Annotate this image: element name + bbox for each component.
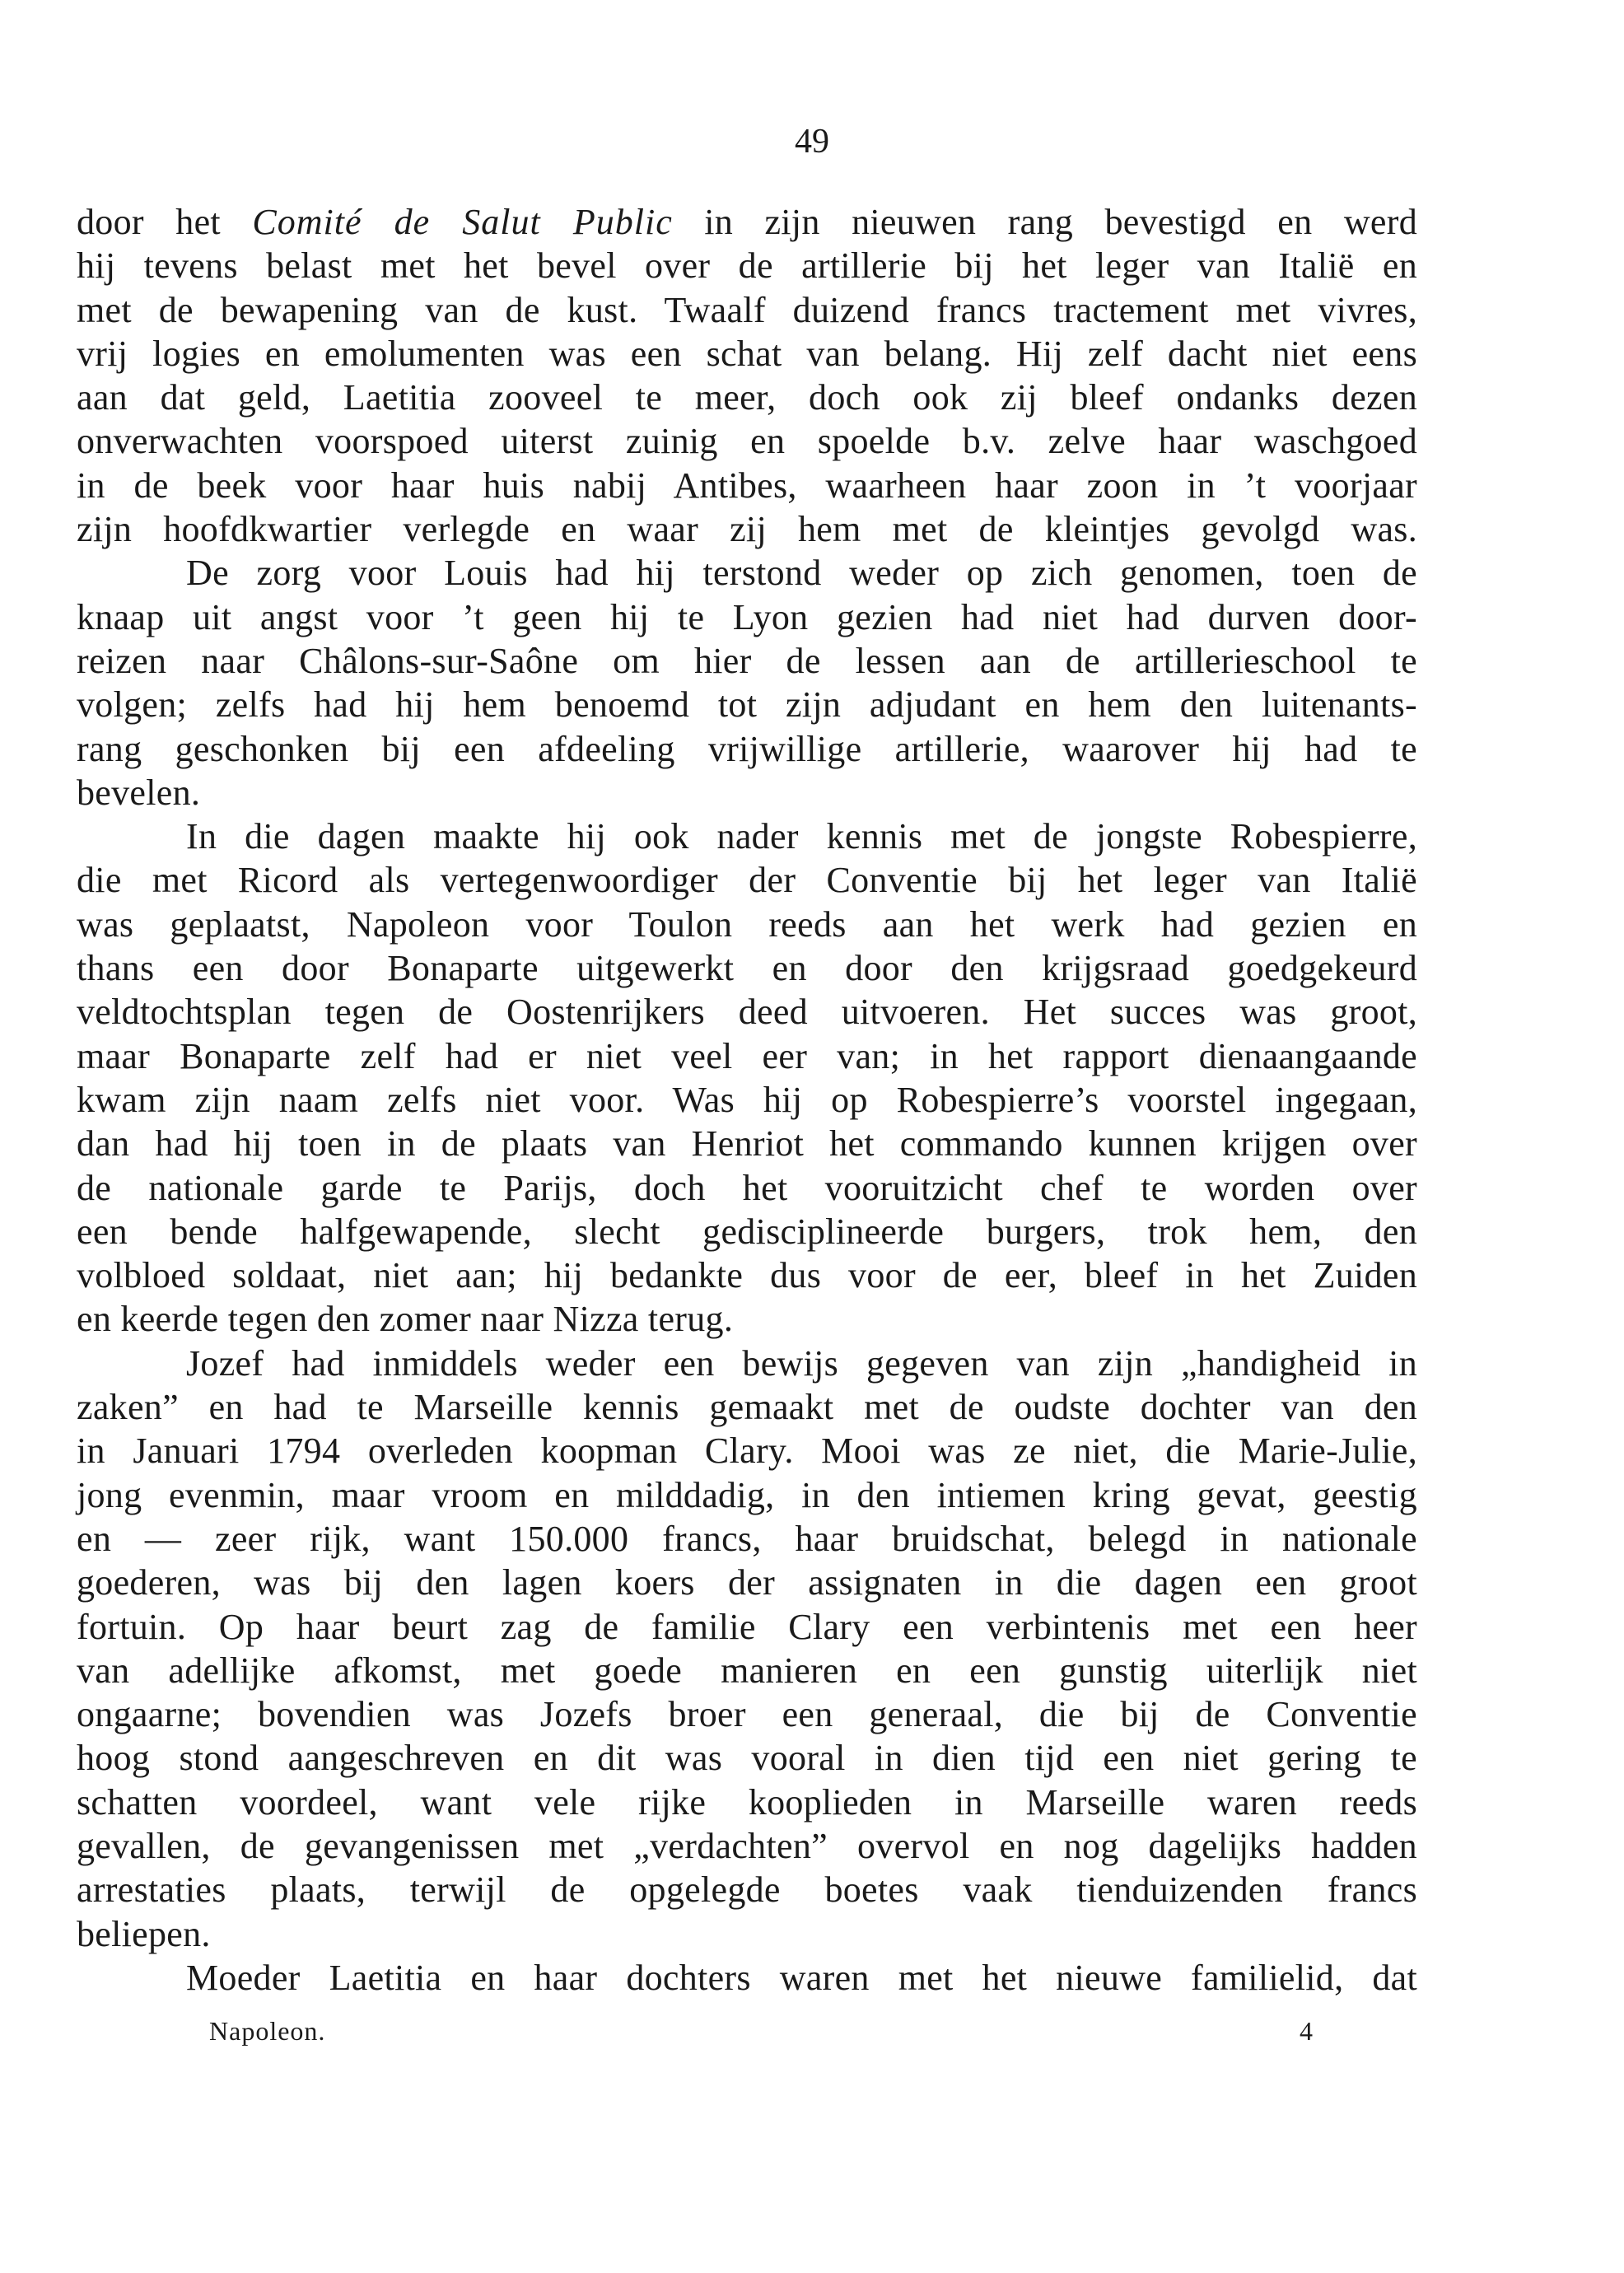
text-line: knaap uit angst voor ’t geen hij te Lyon gezien had niet had durven door- (77, 596, 1417, 637)
text-line: een bende halfgewapende, slecht gedisciplineerde burgers, trok hem, den (77, 1211, 1417, 1252)
text-line: aan dat geld, Laetitia zooveel te meer, doch ook zij bleef ondanks dezen (77, 377, 1417, 418)
italic-phrase: Comité de Salut Public (252, 202, 673, 242)
text-line: fortuin. Op haar beurt zag de familie Clary een verbintenis met een heer (77, 1606, 1417, 1647)
text-line: jong evenmin, maar vroom en milddadig, in den intiemen kring gevat, geestig (77, 1474, 1417, 1515)
page-number: 49 (795, 123, 829, 161)
text-line (77, 200, 1417, 244)
text-line: hij tevens belast met het bevel over de artillerie bij het leger van Italië en (77, 245, 1417, 287)
paragraph-first-line: Moeder Laetitia en haar dochters waren met het nieuwe familielid, dat (186, 1957, 1417, 1998)
text-line: hoog stond aangeschreven en dit was vooral in dien tijd een niet gering te (77, 1738, 1417, 1779)
page-footer (209, 2014, 1313, 2047)
text-line: van adellijke afkomst, met goede manieren en een gunstig uiterlijk niet (77, 1650, 1417, 1691)
text-line: reizen naar Châlons-sur-Saône om hier de lessen aan de artillerieschool te (77, 640, 1417, 681)
text-line: volgen; zelfs had hij hem benoemd tot zijn adjudant en hem den luitenants- (77, 684, 1417, 726)
text-line: veldtochtsplan tegen de Oostenrijkers deed uitvoeren. Het succes was groot, (77, 992, 1417, 1033)
text-line: vrij logies en emolumenten was een schat van belang. Hij zelf dacht niet eens (77, 333, 1417, 374)
paragraph-first-line: Jozef had inmiddels weder een bewijs gegeven van zijn „handigheid in (186, 1342, 1417, 1384)
text-line: dan had hij toen in de plaats van Henriot het commando kunnen krijgen over (77, 1123, 1417, 1165)
text-line: zaken” en had te Marseille kennis gemaakt met de oudste dochter van den (77, 1387, 1417, 1428)
text-line: onverwachten voorspoed uiterst zuinig en spoelde b.v. zelve haar waschgoed (77, 421, 1417, 462)
signature-mark: Napoleon. (209, 2016, 326, 2046)
sheet-number: 4 (1300, 2016, 1313, 2046)
text-line: goederen, was bij den lagen koers der assignaten in die dagen een groot (77, 1562, 1417, 1603)
text-line: rang geschonken bij een afdeeling vrijwillige artillerie, waarover hij had te (77, 728, 1417, 769)
text-line: de nationale garde te Parijs, doch het vooruitzicht chef te worden over (77, 1167, 1417, 1208)
text-line: was geplaatst, Napoleon voor Toulon reeds aan het werk had gezien en (77, 903, 1417, 945)
paragraph-last-line: bevelen. (77, 772, 201, 813)
text-line: arrestaties plaats, terwijl de opgelegde boetes vaak tienduizenden francs (77, 1869, 1417, 1911)
text-line: maar Bonaparte zelf had er niet veel eer van; in het rapport dienaangaande (77, 1035, 1417, 1076)
paragraph-first-line: In die dagen maakte hij ook nader kennis met de jongste Robespierre, (186, 816, 1417, 857)
text-line-segment: in zijn nieuwen rang bevestigd en werd (672, 202, 1417, 242)
text-line: gevallen, de gevangenissen met „verdachten” overvol en nog dagelijks hadden (77, 1825, 1417, 1866)
text-line: volbloed soldaat, niet aan; hij bedankte dus voor de eer, bleef in het Zuiden (77, 1255, 1417, 1296)
text-line: in Januari 1794 overleden koopman Clary. Mooi was ze niet, die Marie-Julie, (77, 1431, 1417, 1472)
text-line: schatten voordeel, want vele rijke kooplieden in Marseille waren reeds (77, 1781, 1417, 1823)
text-line: die met Ricord als vertegenwoordiger der Conventie bij het leger van Italië (77, 860, 1417, 901)
body-text (77, 200, 1417, 2000)
paragraph-last-line: en keerde tegen den zomer naar Nizza terug. (77, 1299, 734, 1340)
text-line: zijn hoofdkwartier verlegde en waar zij hem met de kleintjes gevolgd was. (77, 509, 1417, 550)
text-line: ongaarne; bovendien was Jozefs broer een generaal, die bij de Conventie (77, 1694, 1417, 1735)
text-line: kwam zijn naam zelfs niet voor. Was hij op Robespierre’s voorstel ingegaan, (77, 1079, 1417, 1120)
text-line: met de bewapening van de kust. Twaalf duizend francs tractement met vivres, (77, 289, 1417, 330)
text-line: in de beek voor haar huis nabij Antibes, waarheen haar zoon in ’t voorjaar (77, 464, 1417, 506)
text-line-segment: door het (77, 202, 253, 242)
paragraph-last-line: beliepen. (77, 1913, 211, 1954)
paragraph-first-line: De zorg voor Louis had hij terstond weder op zich genomen, toen de (186, 553, 1417, 594)
text-line: en — zeer rijk, want 150.000 francs, haar bruidschat, belegd in nationale (77, 1518, 1417, 1559)
text-line: thans een door Bonaparte uitgewerkt en door den krijgsraad goedgekeurd (77, 948, 1417, 989)
